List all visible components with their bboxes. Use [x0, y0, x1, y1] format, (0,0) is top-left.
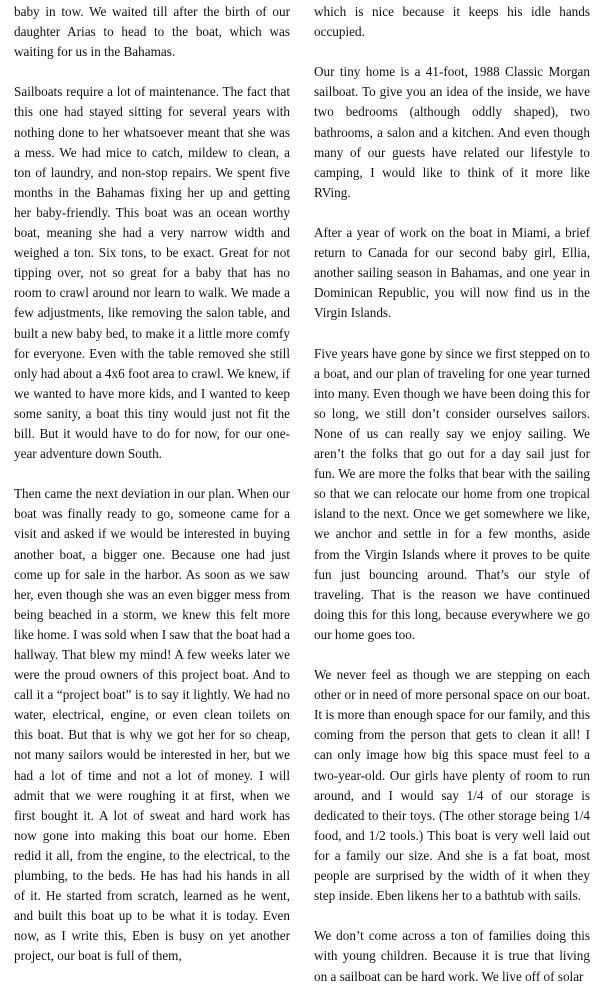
paragraph: Then came the next deviation in our plan. When our boat was finally ready to go, someone came for a visit and asked if we would be interested in buying another boat, a bigger one. Because one had just come up for sale in the harbor. As soon as we saw her, even though she was an even bigger mess from being beached in a storm, we knew this felt more like home. I was sold when I saw that the boat had a hallway. That blew my mind! A few weeks later we were the proud owners of this project boat. And to call it a “project boat” is to say it lightly. We had no water, electrical, engine, or even clean toilets on this boat. But that is why we got her for so cheap, not many sailors would be interested in her, but we had a lot of time and not a lot of money. I will admit that we were roughing it at first, when we first bought it. A lot of sweat and hard work has now gone into making this boat our home. Eben redid it all, from the engine, to the electrical, to the plumbing, to the beds. He has had his hands in all of it. He started from scratch, learned as he went, and built this boat up to be what it is today. Even now, as I write this, Eben is busy on yet another project, our boat is full of them,: [14, 486, 290, 964]
paragraph: We never feel as though we are stepping on each other or in need of more personal space on our boat. It is more than enough space for our family, and this coming from the person that gets to clean it all! I can only image how big this space must feel to a two-year-old. Our girls have plenty of room to run around, and I would say 1/4 of our storage is dedicated to their toys. (The other storage being 1/4 food, and 1/2 tools.) This boat is very well laid out for a family our size. And she is a fat boat, most people are surprised by the width of it when they step inside. Eben likens her to a bathtub with sails.: [314, 667, 590, 904]
paragraph: Five years have gone by since we first stepped on to a boat, and our plan of traveling for one year turned into many. Even though we have been doing this for so long, we still don’t consider ourselves sailors. None of us can really say we enjoy sailing. We aren’t the folks that go out for a day sail just for fun. We are more the folks that bear with the sailing so that we can relocate our home from one tropical island to the next. Once we get somewhere we like, we anchor and settle in for a few months, aside from the Virgin Islands where it proves to be quite fun just bouncing around. That’s our style of traveling. That is the reason we have continued doing this for this long, because everywhere we go our home goes too.: [314, 345, 590, 642]
paragraph: Our tiny home is a 41-foot, 1988 Classic Morgan sailboat. To give you an idea of the inside, we have two bedrooms (although oddly shaped), two bathrooms, a salon and a kitchen. And even though many of our guests have related our lifestyle to camping, I would like to think of it more like RVing.: [314, 64, 590, 200]
paragraph: Sailboats require a lot of maintenance. The fact that this one had stayed sitting for several years with nothing done to her whatsoever meant that she was a mess. We had mice to catch, mildew to clean, a ton of laundry, and non-stop repairs. We spent five months in the Bahamas fixing her up and getting her baby-friendly. This boat was an ocean worthy boat, meaning she had a very narrow width and weighed a ton. Six tons, to be exact. Great for not tipping over, not so great for a baby that has no room to crawl around nor learn to walk. We made a few adjustments, like removing the salon table, and built a new baby bed, to make it a little more comfy for everyone. Even with the table removed she still only had about a 4x6 foot area to crawl. We knew, if we wanted to have more kids, and I wanted to keep some sanity, a boat this tiny would just not fit the bill. But it would have to do for now, for our one-year adventure down South.: [14, 84, 290, 462]
right-column: [314, 2, 590, 1007]
left-column: [14, 2, 290, 987]
paragraph: baby in tow. We waited till after the birth of our daughter Arias to head to the boat, which was waiting for us in the Bahamas.: [14, 4, 290, 60]
paragraph: After a year of work on the boat in Miami, a brief return to Canada for our second baby girl, Ellia, another sailing season in Bahamas, and one year in Dominican Republic, you will now find us in the Virgin Islands.: [314, 225, 590, 321]
paragraph: We don’t come across a ton of families doing this with young children. Because it is true that living on a sailboat can be hard work. We live off of solar: [314, 928, 590, 984]
paragraph: which is nice because it keeps his idle hands occupied.: [314, 4, 590, 40]
